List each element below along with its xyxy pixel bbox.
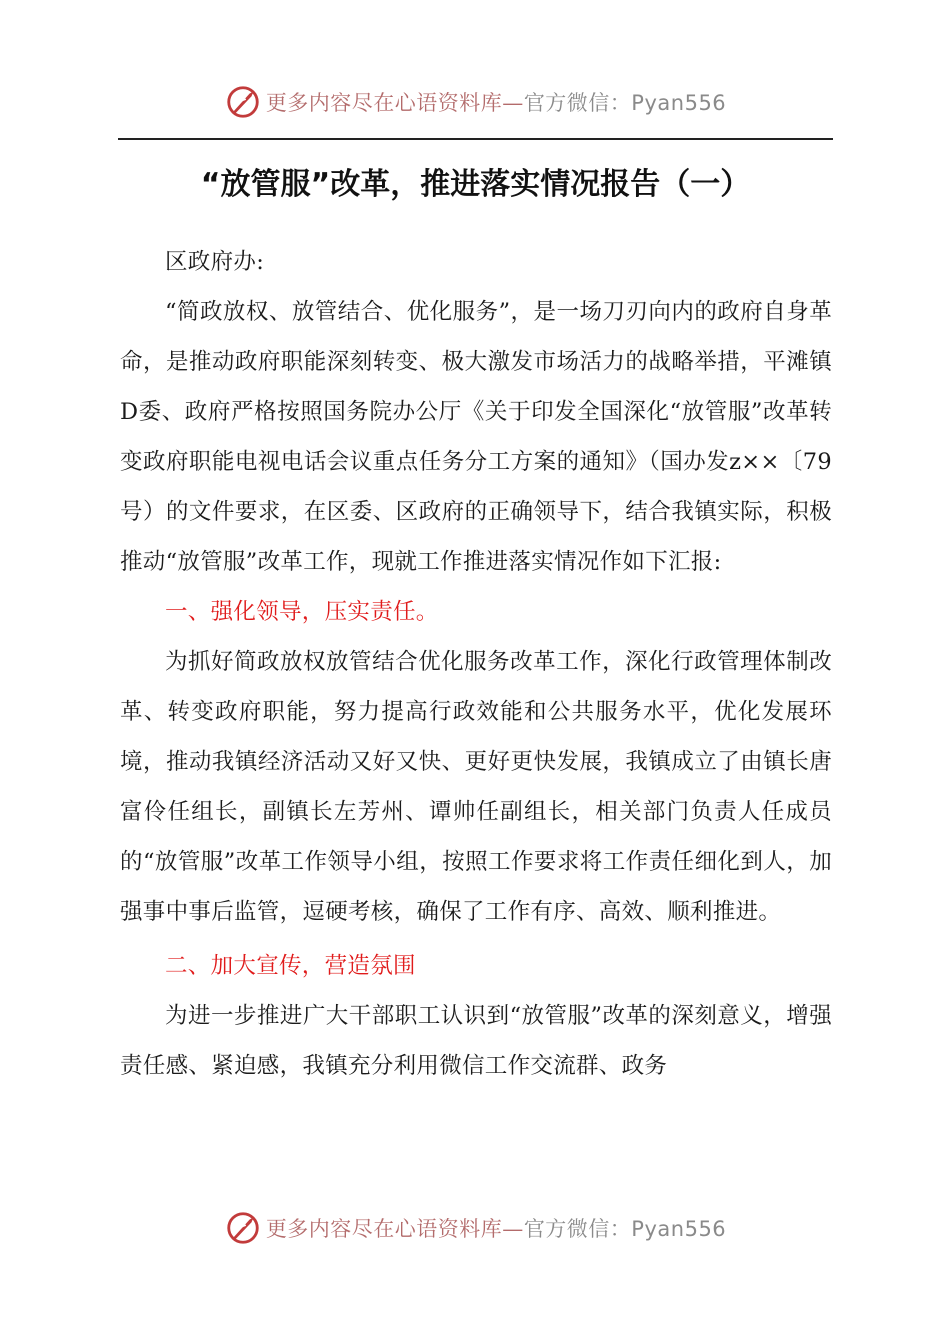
section-paragraph-2: 为进一步推进广大干部职工认识到“放管服”改革的深刻意义，增强责任感、紧迫感，我镇充分利用微信工作交流群、政务 bbox=[120, 1003, 832, 1079]
header-banner bbox=[0, 82, 950, 122]
banner-text: 更多内容尽在心语资料库—官方微信：Pyan556 bbox=[265, 1217, 727, 1241]
pen-logo-icon bbox=[224, 83, 262, 121]
intro-paragraph: “简政放权、放管结合、优化服务”，是一场刀刃向内的政府自身革命，是推动政府职能深刻转变、极大激发市场活力的战略举措，平滩镇D委、政府严格按照国务院办公厅《关于印发全国深化“放管服”改革转变政府职能电视电话会议重点任务分工方案的通知》（国办发z××〔79号）的文件要求，在区委、区政府的正确领导下，结合我镇实际，积极推动“放管服”改革工作，现就工作推进落实情况作如下汇报: bbox=[120, 299, 832, 575]
banner-text: 更多内容尽在心语资料库—官方微信：Pyan556 bbox=[265, 91, 727, 115]
section-heading-2: 二、加大宣传，营造氛围 bbox=[165, 953, 416, 979]
footer-banner bbox=[0, 1208, 950, 1248]
pen-logo-icon bbox=[224, 1209, 262, 1247]
section-paragraph-1: 为抓好简政放权放管结合优化服务改革工作，深化行政管理体制改革、转变政府职能，努力提高行政效能和公共服务水平，优化发展环境，推动我镇经济活动又好又快、更好更快发展，我镇成立了由镇长唐富伶任组长，副镇长左芳州、谭帅任副组长，相关部门负责人任成员的“放管服”改革工作领导小组，按照工作要求将工作责任细化到人，加强事中事后监管，逗硬考核，确保了工作有序、高效、顺利推进。 bbox=[120, 649, 832, 925]
section-heading-1: 一、强化领导，压实责任。 bbox=[165, 599, 439, 625]
document-body bbox=[120, 237, 832, 1091]
header-rule bbox=[118, 138, 833, 140]
document-title: “放管服”改革，推进落实情况报告（一） bbox=[200, 167, 751, 202]
salutation: 区政府办: bbox=[165, 249, 265, 275]
